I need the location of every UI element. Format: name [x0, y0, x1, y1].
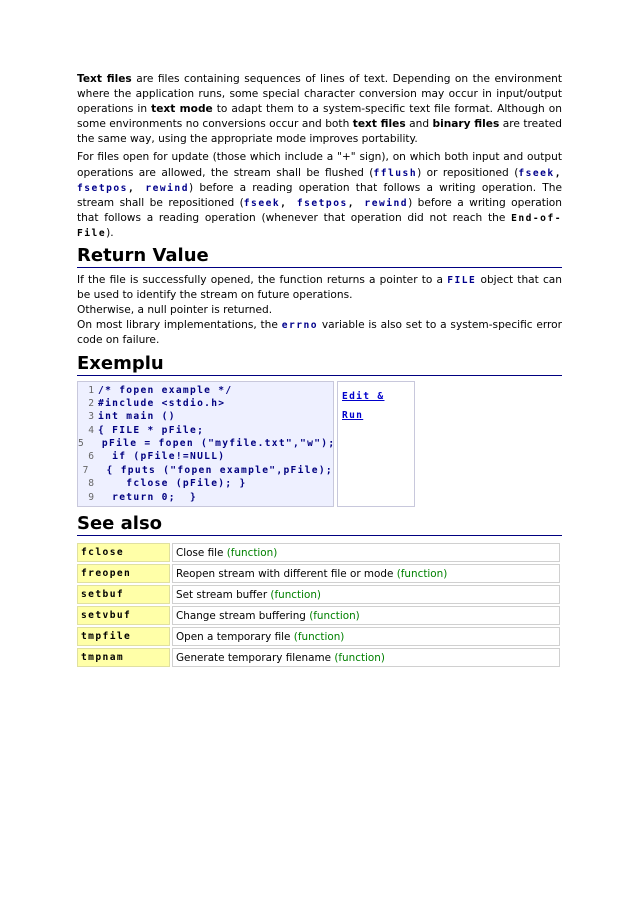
line-number: 2	[88, 397, 94, 409]
link-fsetpos[interactable]: fsetpos	[77, 182, 128, 194]
code-text: int main ()	[98, 411, 176, 423]
code-line	[78, 437, 336, 450]
example-code-row	[77, 381, 562, 508]
see-also-fn-link[interactable]: tmpnam	[77, 648, 170, 667]
desc-text: Change stream buffering	[176, 609, 306, 622]
table-row	[77, 585, 560, 604]
kind-label: (function)	[396, 567, 448, 580]
text-span: variable is also set to a system-specific error code on failure.	[77, 319, 562, 347]
return-value-errno	[77, 318, 562, 348]
table-row	[77, 648, 560, 667]
text-span: ) before a writing operation that follows a reading operation (whenever that operation did not reach the	[77, 196, 562, 224]
heading-return-value: Return Value	[77, 245, 562, 268]
comma: ,	[554, 167, 562, 179]
intro-paragraph-text-files	[77, 72, 562, 147]
see-also-fn-link[interactable]: setbuf	[77, 585, 170, 604]
code-line	[78, 477, 333, 490]
term-end-of-file: End-of-File	[77, 212, 562, 239]
code-line	[78, 450, 333, 463]
link-rewind[interactable]: rewind	[145, 182, 189, 194]
line-number: 4	[88, 424, 94, 436]
text-span: are treated the same way, using the appropriate mode improves portability.	[77, 118, 563, 146]
see-also-table	[75, 541, 562, 669]
link-fseek[interactable]: fseek	[518, 167, 555, 179]
kind-label: (function)	[270, 588, 321, 601]
table-row	[77, 627, 560, 646]
text-span: If the file is successfully opened, the function returns a pointer to a	[77, 274, 448, 287]
desc-text: Close file	[176, 546, 224, 559]
kind-label: (function)	[226, 546, 278, 559]
link-fseek-2[interactable]: fseek	[243, 197, 281, 209]
line-number: 9	[88, 491, 94, 503]
code-line	[78, 464, 333, 477]
text-span: ) or repositioned (	[417, 166, 519, 179]
heading-see-also: See also	[77, 513, 562, 536]
link-fsetpos-2[interactable]: fsetpos	[296, 197, 348, 209]
desc-text: Generate temporary filename	[176, 651, 332, 664]
edit-run-link[interactable]: Edit & Run	[342, 390, 385, 421]
text-span: ) before a reading operation that follows a writing operation. The stream shall be repositioned (	[77, 181, 562, 209]
code-text: { fputs ("fopen example",pFile);	[92, 464, 333, 476]
code-text: return 0; }	[98, 491, 198, 503]
see-also-desc	[172, 585, 560, 604]
link-rewind-2[interactable]: rewind	[364, 197, 409, 209]
see-also-fn-link[interactable]: fclose	[77, 543, 170, 562]
term-text-mode: text mode	[151, 103, 213, 116]
line-number: 7	[82, 464, 89, 476]
text-span: are files containing sequences of lines of text. Depending on the environment where the application runs, some special character conversion may occur in input/output operations in	[77, 73, 562, 116]
line-number: 1	[88, 384, 94, 396]
return-value-paragraph	[77, 273, 562, 303]
code-line	[78, 491, 333, 504]
link-errno[interactable]: errno	[281, 320, 319, 332]
term-binary-files: binary files	[432, 118, 500, 131]
kind-label: (function)	[334, 651, 385, 664]
see-also-desc	[172, 648, 560, 667]
line-number: 8	[88, 478, 94, 490]
code-block	[77, 381, 334, 508]
desc-text: Open a temporary file	[176, 630, 291, 643]
see-also-fn-link[interactable]: setvbuf	[77, 606, 170, 625]
link-file[interactable]: FILE	[447, 275, 477, 287]
term-text-files: Text files	[77, 73, 132, 85]
intro-paragraph-update	[77, 150, 562, 241]
text-span: to adapt them to a system-specific text file format. Although on some environments no conversions occur and both	[77, 103, 562, 131]
document-page	[77, 72, 562, 669]
line-number: 6	[88, 451, 94, 463]
term-text-files-2: text files	[352, 118, 406, 131]
edit-run-box	[337, 381, 415, 508]
text-span: ).	[106, 226, 114, 239]
comma: ,	[347, 197, 365, 209]
code-text: if (pFile!=NULL)	[98, 451, 226, 463]
text-span: For files open for update (those which include a "+" sign), on which both input and output operations are allowed, the stream shall be flushed (	[77, 151, 562, 179]
code-line	[78, 410, 333, 423]
comma: ,	[127, 182, 146, 194]
kind-label: (function)	[293, 630, 345, 643]
link-fflush[interactable]: fflush	[373, 167, 418, 179]
text-span: On most library implementations, the	[77, 319, 282, 332]
desc-text: Set stream buffer	[176, 588, 268, 601]
heading-example: Exemplu	[77, 353, 562, 376]
comma: ,	[280, 197, 297, 209]
text-span: object that can be used to identify the stream on future operations.	[77, 274, 563, 302]
code-text: pFile = fopen ("myfile.txt","w");	[87, 438, 336, 450]
line-number: 3	[88, 411, 94, 423]
see-also-desc	[172, 564, 560, 583]
code-line	[78, 384, 333, 397]
see-also-fn-link[interactable]: freopen	[77, 564, 170, 583]
desc-text: Reopen stream with different file or mode	[176, 567, 394, 580]
code-text: /* fopen example */	[98, 384, 233, 396]
code-text: { FILE * pFile;	[98, 424, 205, 436]
table-row	[77, 606, 560, 625]
table-row	[77, 564, 560, 583]
code-text: #include <stdio.h>	[98, 397, 226, 409]
text-span: and	[405, 118, 433, 131]
see-also-desc	[172, 543, 560, 562]
see-also-fn-link[interactable]: tmpfile	[77, 627, 170, 646]
table-row	[77, 543, 560, 562]
see-also-desc	[172, 627, 560, 646]
kind-label: (function)	[309, 609, 360, 622]
return-value-null: Otherwise, a null pointer is returned.	[77, 304, 273, 317]
code-text: fclose (pFile); }	[98, 478, 247, 490]
see-also-desc	[172, 606, 560, 625]
line-number: 5	[78, 438, 84, 450]
code-line	[78, 397, 333, 410]
code-line	[78, 424, 333, 437]
